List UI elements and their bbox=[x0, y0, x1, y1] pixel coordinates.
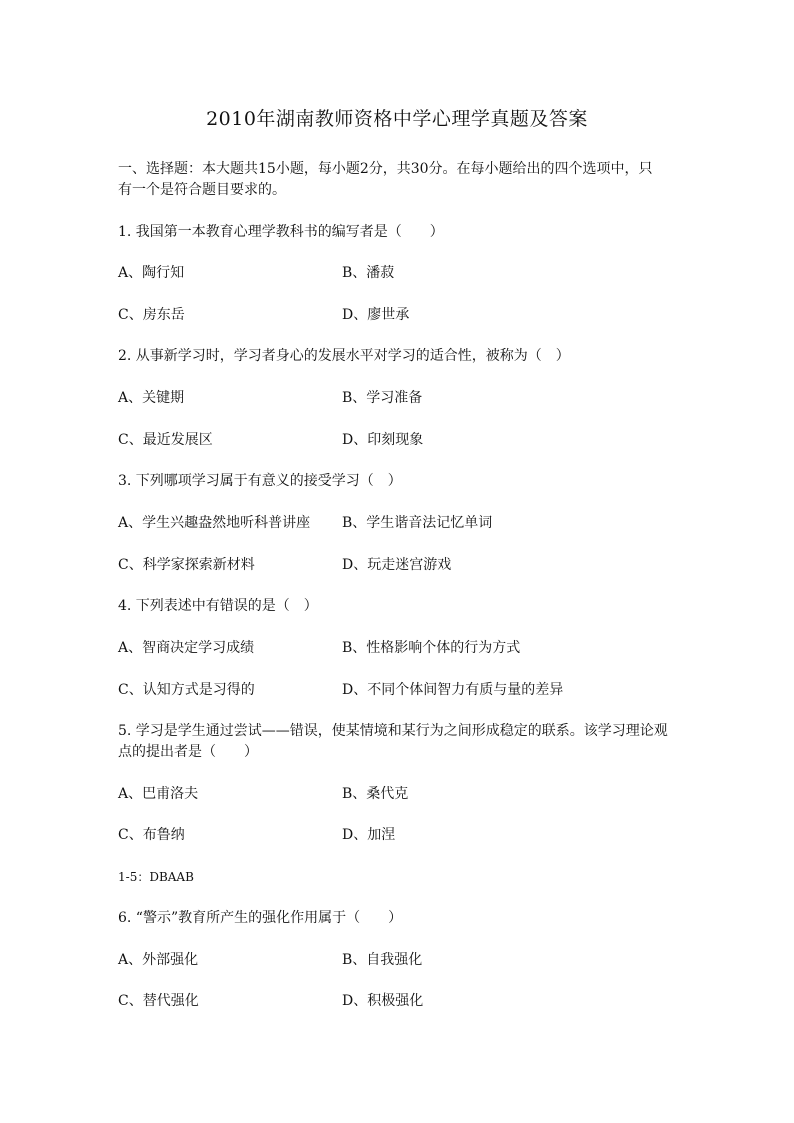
question-5-option-d: D、加涅 bbox=[342, 827, 396, 843]
question-2-option-d: D、印刻现象 bbox=[342, 432, 424, 448]
question-3-option-a: A、学生兴趣盎然地听科普讲座 bbox=[118, 515, 311, 531]
answer-key-1-5: 1-5：DBAAB bbox=[118, 870, 194, 884]
question-3-stem: 3. 下列哪项学习属于有意义的接受学习（ ） bbox=[118, 473, 402, 489]
question-4-option-a: A、智商决定学习成绩 bbox=[118, 640, 255, 656]
question-2-option-c: C、最近发展区 bbox=[118, 432, 213, 448]
question-3-option-b: B、学生谐音法记忆单词 bbox=[342, 515, 493, 531]
question-1-option-b: B、潘菽 bbox=[342, 265, 395, 281]
page-title: 2010年湖南教师资格中学心理学真题及答案 bbox=[206, 108, 588, 130]
question-3-option-c: C、科学家探索新材料 bbox=[118, 557, 255, 573]
question-6-option-c: C、替代强化 bbox=[118, 993, 199, 1009]
question-6-option-a: A、外部强化 bbox=[118, 952, 199, 968]
question-2-stem: 2. 从事新学习时，学习者身心的发展水平对学习的适合性，被称为（ ） bbox=[118, 348, 570, 364]
question-4-stem: 4. 下列表述中有错误的是（ ） bbox=[118, 598, 318, 614]
question-1-option-d: D、廖世承 bbox=[342, 307, 410, 323]
question-1-stem: 1. 我国第一本教育心理学教科书的编写者是（ ） bbox=[118, 224, 444, 240]
question-2-option-b: B、学习准备 bbox=[342, 390, 423, 406]
question-2-option-a: A、关键期 bbox=[118, 390, 185, 406]
question-5-option-c: C、布鲁纳 bbox=[118, 827, 185, 843]
question-6-option-d: D、积极强化 bbox=[342, 993, 424, 1009]
question-1-option-a: A、陶行知 bbox=[118, 265, 185, 281]
question-1-option-c: C、房东岳 bbox=[118, 307, 185, 323]
question-4-option-d: D、不同个体间智力有质与量的差异 bbox=[342, 682, 564, 698]
question-6-stem: 6. “警示”教育所产生的强化作用属于（ ） bbox=[118, 910, 403, 926]
question-5-stem-line-2: 点的提出者是（ ） bbox=[118, 744, 258, 760]
question-4-option-c: C、认知方式是习得的 bbox=[118, 682, 255, 698]
question-5-option-b: B、桑代克 bbox=[342, 786, 409, 802]
section-intro-line-2: 有一个是符合题目要求的。 bbox=[118, 182, 286, 198]
question-5-option-a: A、巴甫洛夫 bbox=[118, 786, 199, 802]
question-4-option-b: B、性格影响个体的行为方式 bbox=[342, 640, 521, 656]
question-3-option-d: D、玩走迷宫游戏 bbox=[342, 557, 452, 573]
section-intro-line-1: 一、选择题：本大题共15小题，每小题2分，共30分。在每小题给出的四个选项中，只 bbox=[118, 161, 653, 177]
question-5-stem-line-1: 5. 学习是学生通过尝试——错误，使某情境和某行为之间形成稳定的联系。该学习理论观 bbox=[118, 723, 668, 739]
question-6-option-b: B、自我强化 bbox=[342, 952, 423, 968]
